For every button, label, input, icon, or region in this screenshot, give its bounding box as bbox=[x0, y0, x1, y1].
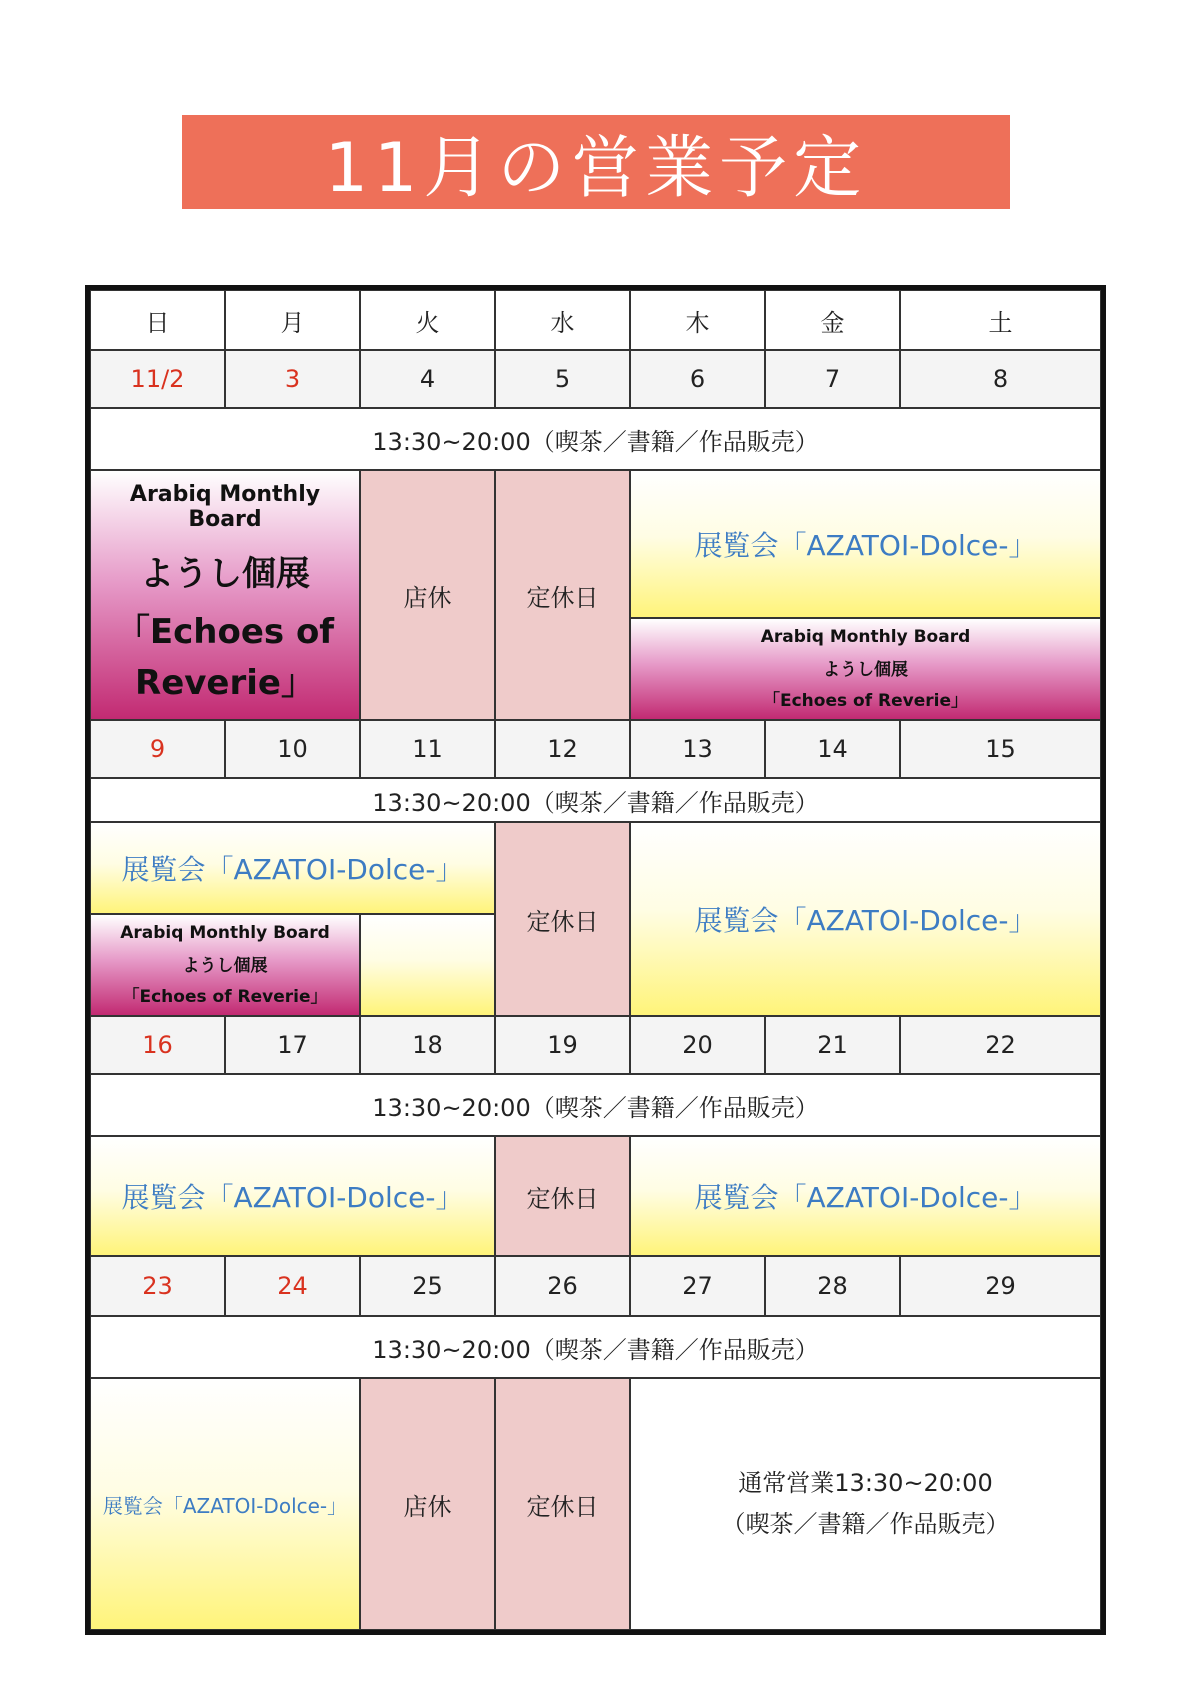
store-closed-cell: 店休 bbox=[360, 470, 495, 720]
weekday-wed: 水 bbox=[495, 290, 630, 350]
weekday-fri: 金 bbox=[765, 290, 900, 350]
board-name: Arabiq Monthly Board bbox=[120, 923, 330, 943]
date-cell: 23 bbox=[90, 1256, 225, 1316]
normal-hours-line: 通常営業13:30~20:00 bbox=[738, 1469, 993, 1498]
date-cell: 20 bbox=[630, 1016, 765, 1074]
exhibition-fill-cell bbox=[360, 914, 495, 1016]
weekday-tue: 火 bbox=[360, 290, 495, 350]
page-title: 11月の営業予定 bbox=[182, 115, 1010, 209]
date-cell: 28 bbox=[765, 1256, 900, 1316]
normal-business-cell bbox=[630, 1378, 1101, 1630]
board-name: Arabiq Monthly Board bbox=[760, 627, 971, 647]
exhibition-azatoi: 展覧会「AZATOI-Dolce-」 bbox=[90, 1378, 360, 1630]
date-cell: 24 bbox=[225, 1256, 360, 1316]
event-subtitle: ようし個展 bbox=[140, 553, 310, 594]
date-cell: 6 bbox=[630, 350, 765, 408]
exhibition-azatoi: 展覧会「AZATOI-Dolce-」 bbox=[90, 822, 495, 914]
date-cell: 10 bbox=[225, 720, 360, 778]
weekday-sun: 日 bbox=[90, 290, 225, 350]
normal-services-line: （喫茶／書籍／作品販売） bbox=[721, 1510, 1010, 1538]
event-echoes-of-reverie bbox=[90, 470, 360, 720]
date-cell: 8 bbox=[900, 350, 1101, 408]
exhibition-azatoi: 展覧会「AZATOI-Dolce-」 bbox=[630, 822, 1101, 1016]
date-cell: 17 bbox=[225, 1016, 360, 1074]
date-cell: 18 bbox=[360, 1016, 495, 1074]
regular-holiday-cell: 定休日 bbox=[495, 470, 630, 720]
date-cell: 9 bbox=[90, 720, 225, 778]
date-cell: 7 bbox=[765, 350, 900, 408]
date-cell: 12 bbox=[495, 720, 630, 778]
exhibition-azatoi: 展覧会「AZATOI-Dolce-」 bbox=[90, 1136, 495, 1256]
weekday-mon: 月 bbox=[225, 290, 360, 350]
regular-holiday-cell: 定休日 bbox=[495, 1378, 630, 1630]
board-name: Arabiq Monthly Board bbox=[129, 481, 321, 532]
date-cell: 16 bbox=[90, 1016, 225, 1074]
event-echoes-of-reverie bbox=[90, 914, 360, 1016]
event-title: 「Echoes of Reverie」 bbox=[122, 987, 328, 1007]
date-cell: 26 bbox=[495, 1256, 630, 1316]
event-title: 「Echoes of Reverie」 bbox=[762, 691, 968, 711]
event-title-line2: Reverie」 bbox=[135, 662, 315, 703]
hours-row: 13:30~20:00（喫茶／書籍／作品販売） bbox=[90, 778, 1101, 822]
date-cell: 27 bbox=[630, 1256, 765, 1316]
date-cell: 5 bbox=[495, 350, 630, 408]
calendar-grid bbox=[85, 285, 1106, 1635]
hours-row: 13:30~20:00（喫茶／書籍／作品販売） bbox=[90, 1316, 1101, 1378]
date-cell: 22 bbox=[900, 1016, 1101, 1074]
date-cell: 13 bbox=[630, 720, 765, 778]
date-cell: 21 bbox=[765, 1016, 900, 1074]
regular-holiday-cell: 定休日 bbox=[495, 1136, 630, 1256]
date-cell: 4 bbox=[360, 350, 495, 408]
date-cell: 3 bbox=[225, 350, 360, 408]
date-cell: 29 bbox=[900, 1256, 1101, 1316]
hours-row: 13:30~20:00（喫茶／書籍／作品販売） bbox=[90, 1074, 1101, 1136]
date-cell: 14 bbox=[765, 720, 900, 778]
event-subtitle: ようし個展 bbox=[182, 956, 268, 976]
store-closed-cell: 店休 bbox=[360, 1378, 495, 1630]
event-title bbox=[116, 607, 334, 709]
weekday-sat: 土 bbox=[900, 290, 1101, 350]
regular-holiday-cell: 定休日 bbox=[495, 822, 630, 1016]
event-title-line1: 「Echoes of bbox=[115, 611, 335, 652]
exhibition-azatoi: 展覧会「AZATOI-Dolce-」 bbox=[630, 470, 1101, 618]
event-echoes-of-reverie bbox=[630, 618, 1101, 720]
date-cell: 11/2 bbox=[90, 350, 225, 408]
date-cell: 11 bbox=[360, 720, 495, 778]
hours-row: 13:30~20:00（喫茶／書籍／作品販売） bbox=[90, 408, 1101, 470]
date-cell: 15 bbox=[900, 720, 1101, 778]
date-cell: 25 bbox=[360, 1256, 495, 1316]
date-cell: 19 bbox=[495, 1016, 630, 1074]
weekday-thu: 木 bbox=[630, 290, 765, 350]
exhibition-azatoi: 展覧会「AZATOI-Dolce-」 bbox=[630, 1136, 1101, 1256]
event-subtitle: ようし個展 bbox=[823, 660, 908, 680]
